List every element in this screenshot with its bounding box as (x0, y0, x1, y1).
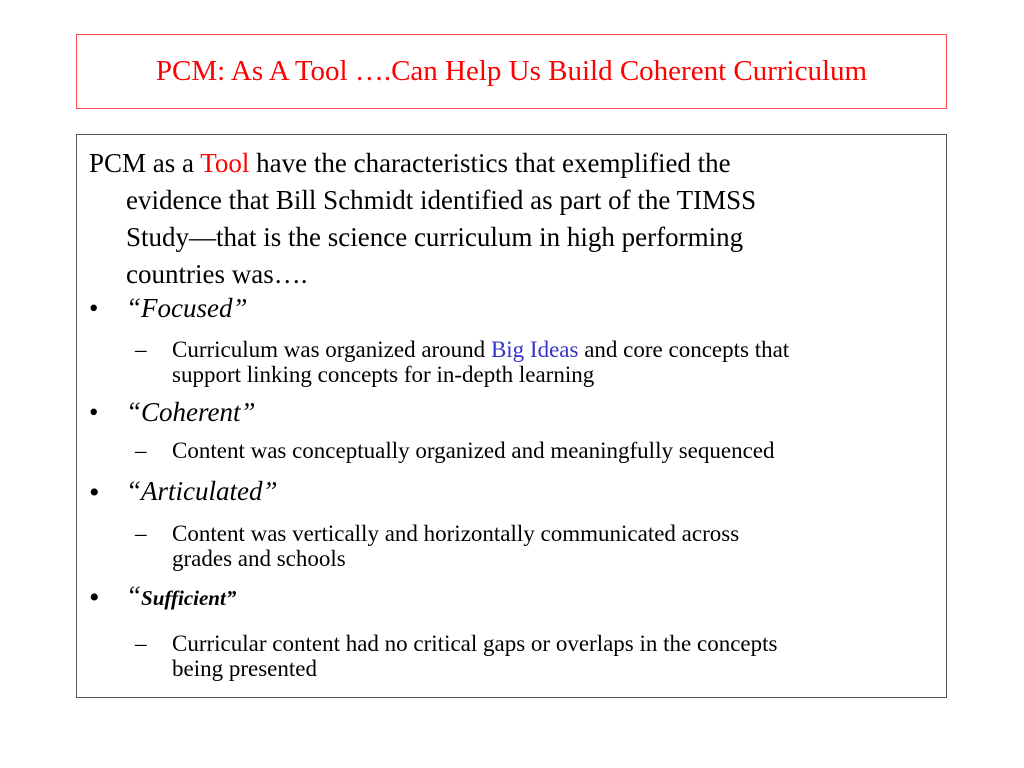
bullet-marker: • (89, 293, 99, 323)
bullet-marker: • (89, 476, 100, 509)
sub-sufficient-line-1: Curricular content had no critical gaps or overlaps in the concepts (172, 631, 778, 656)
sub-articulated-line-1: Content was vertically and horizontally communicated across (172, 521, 740, 546)
sub-focused-line-1-post: and core concepts that (578, 337, 790, 362)
sub-coherent-line-1: Content was conceptually organized and meaningfully sequenced (172, 438, 775, 463)
bullet-marker: • (89, 581, 100, 614)
intro-line-2: evidence that Bill Schmidt identified as part of the TIMSS (126, 185, 757, 215)
sub-dash: – (135, 631, 147, 656)
intro-line-4: countries was…. (126, 259, 308, 289)
sub-articulated-line-2: grades and schools (172, 546, 346, 571)
intro-line-1-post: have the characteristics that exemplified the (249, 148, 731, 178)
tool-highlight: Tool (200, 148, 250, 178)
bullet-label-sufficient (126, 581, 236, 612)
intro-line-1-pre: PCM as a (89, 148, 201, 178)
slide-title: PCM: As A Tool ….Can Help Us Build Coherent Curriculum (155, 55, 868, 87)
bullet-label-sufficient-word: Sufficient” (141, 586, 237, 610)
intro-line-3: Study—that is the science curriculum in high performing (126, 222, 744, 252)
bullet-label-coherent: “Coherent” (126, 397, 256, 427)
slide-title-box (76, 34, 947, 109)
intro-line-1 (89, 145, 939, 182)
bullet-label-sufficient-quote: “ (126, 581, 142, 611)
sub-focused-line-1 (172, 337, 789, 362)
sub-sufficient-line-2: being presented (172, 656, 317, 681)
sub-focused-line-2: support linking concepts for in-depth learning (172, 362, 595, 387)
bullet-marker: • (89, 397, 99, 427)
sub-focused-line-1-pre: Curriculum was organized around (172, 337, 491, 362)
slide-body-box (76, 134, 947, 698)
sub-dash: – (135, 337, 147, 362)
sub-dash: – (135, 438, 147, 463)
intro-paragraph (89, 145, 939, 293)
bullet-label-focused: “Focused” (126, 293, 248, 323)
bullet-label-articulated: “Articulated” (126, 476, 278, 506)
big-ideas-highlight: Big Ideas (490, 337, 579, 362)
sub-dash: – (135, 521, 147, 546)
